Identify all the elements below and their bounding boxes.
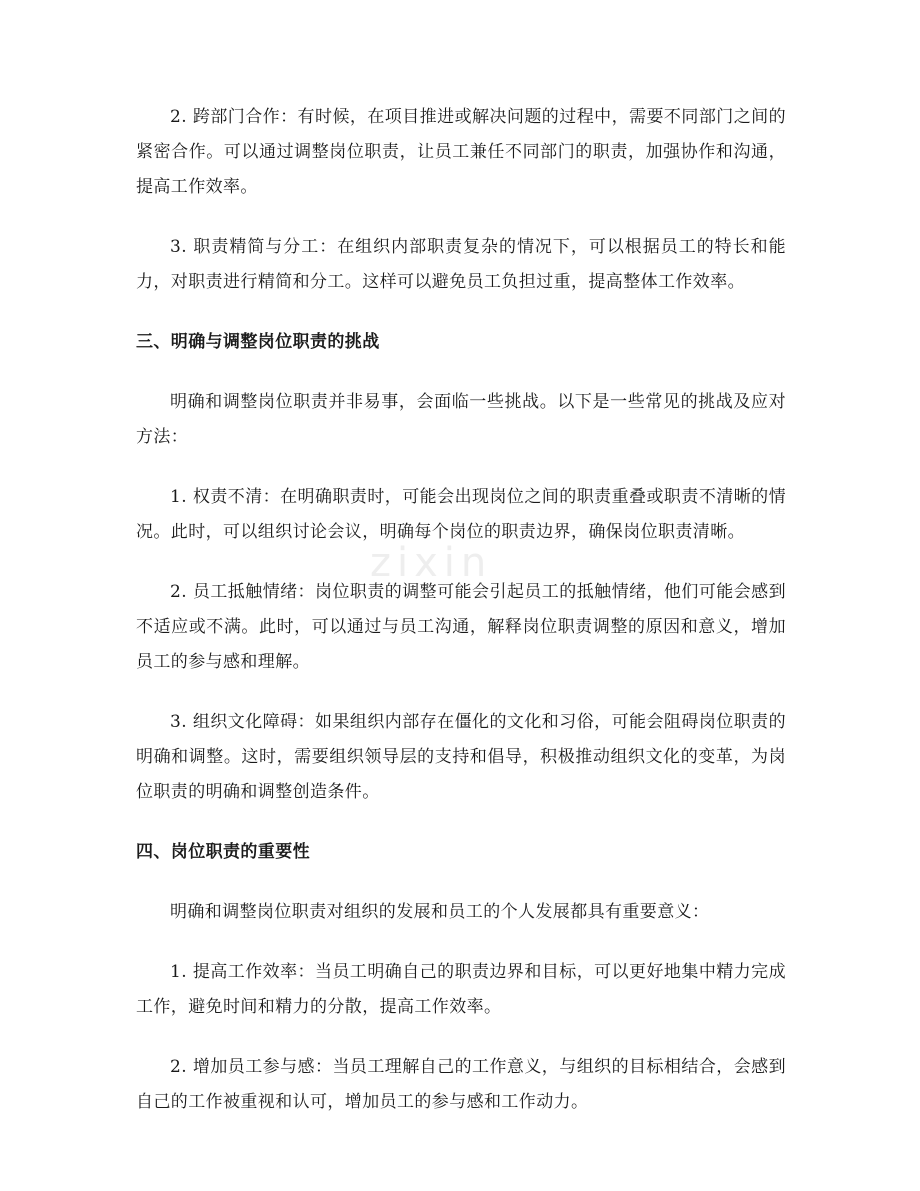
paragraph-participation: 2. 增加员工参与感：当员工理解自己的工作意义，与组织的目标相结合，会感到自己的工作被重视和认可，增加员工的参与感和工作动力。 (136, 1057, 786, 1112)
paragraph-cross-department: 2. 跨部门合作：有时候，在项目推进或解决问题的过程中，需要不同部门之间的紧密合作。可以通过调整岗位职责，让员工兼任不同部门的职责，加强协作和沟通，提高工作效率。 (136, 107, 786, 197)
paragraph-unclear-responsibility: 1. 权责不清：在明确职责时，可能会出现岗位之间的职责重叠或职责不清晰的情况。此时，可以组织讨论会议，明确每个岗位的职责边界，确保岗位职责清晰。 (136, 487, 786, 542)
section-heading-importance: 四、岗位职责的重要性 (136, 842, 310, 862)
paragraph-employee-resistance: 2. 员工抵触情绪：岗位职责的调整可能会引起员工的抵触情绪，他们可能会感到不适应或不满。此时，可以通过与员工沟通，解释岗位职责调整的原因和意义，增加员工的参与感和理解。 (136, 582, 786, 672)
watermark: zixin (370, 540, 493, 586)
paragraph-culture-barrier: 3. 组织文化障碍：如果组织内部存在僵化的文化和习俗，可能会阻碍岗位职责的明确和调整。这时，需要组织领导层的支持和倡导，积极推动组织文化的变革，为岗位职责的明确和调整创造条件。 (136, 712, 786, 802)
paragraph-efficiency: 1. 提高工作效率：当员工明确自己的职责边界和目标，可以更好地集中精力完成工作，避免时间和精力的分散，提高工作效率。 (136, 962, 786, 1017)
section-heading-challenges: 三、明确与调整岗位职责的挑战 (136, 332, 380, 352)
paragraph-challenges-intro: 明确和调整岗位职责并非易事，会面临一些挑战。以下是一些常见的挑战及应对方法： (136, 392, 786, 447)
paragraph-simplify-division: 3. 职责精简与分工：在组织内部职责复杂的情况下，可以根据员工的特长和能力，对职责进行精简和分工。这样可以避免员工负担过重，提高整体工作效率。 (136, 237, 786, 292)
paragraph-importance-intro: 明确和调整岗位职责对组织的发展和员工的个人发展都具有重要意义： (170, 902, 710, 922)
document-body (136, 100, 786, 1145)
